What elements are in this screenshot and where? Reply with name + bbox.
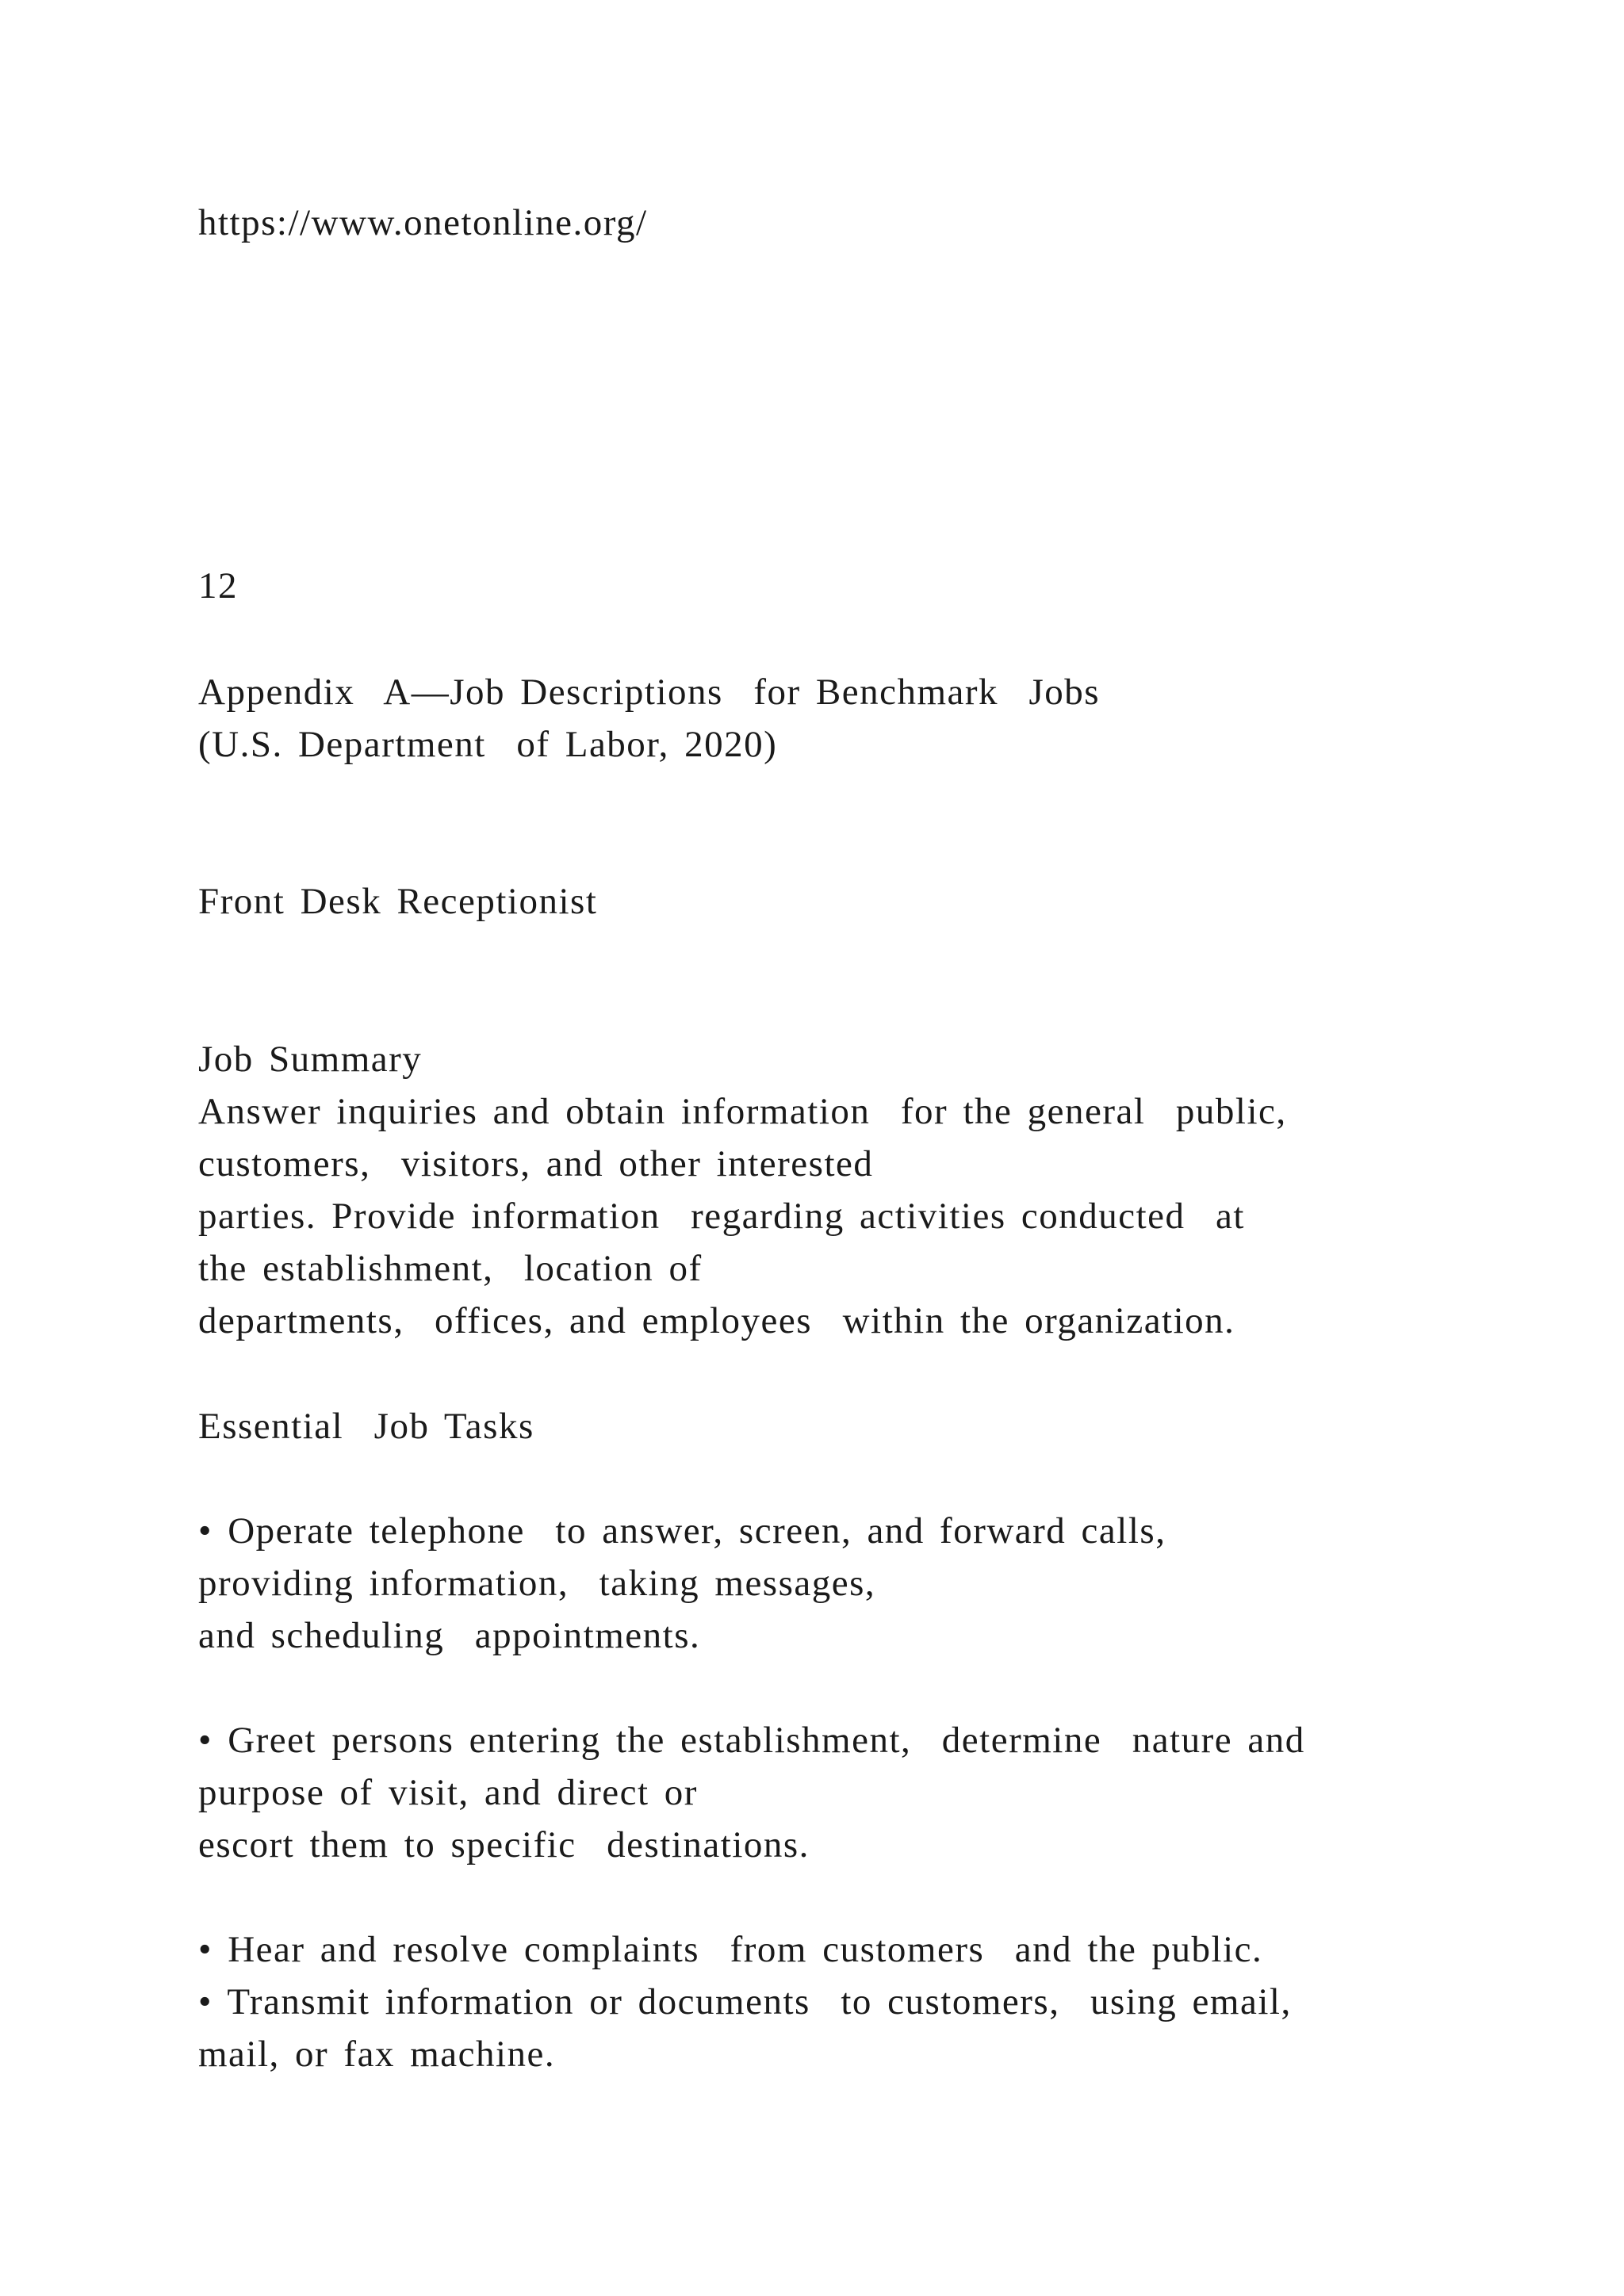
task-4-line-2: mail, or fax machine.	[198, 2034, 556, 2075]
appendix-title-line-1: Appendix A—Job Descriptions for Benchmark Jobs	[198, 672, 1101, 713]
task-2-line-2: purpose of visit, and direct or	[198, 1772, 698, 1813]
task-2-line-3: escort them to specific destinations.	[198, 1824, 810, 1866]
summary-line-1: Answer inquiries and obtain information for the general public,	[198, 1091, 1287, 1132]
source-url: https://www.onetonline.org/	[198, 202, 648, 243]
task-4-line-1: • Transmit information or documents to customers, using email,	[198, 1981, 1292, 2022]
page-number: 12	[198, 565, 238, 607]
summary-line-5: departments, offices, and employees within the organization.	[198, 1300, 1235, 1341]
tasks-heading: Essential Job Tasks	[198, 1406, 534, 1447]
summary-heading: Job Summary	[198, 1039, 423, 1080]
task-1-line-1: • Operate telephone to answer, screen, and forward calls,	[198, 1510, 1166, 1552]
appendix-title-line-2: (U.S. Department of Labor, 2020)	[198, 724, 778, 765]
job-title: Front Desk Receptionist	[198, 881, 598, 922]
summary-line-3: parties. Provide information regarding activities conducted at	[198, 1196, 1245, 1237]
summary-line-2: customers, visitors, and other interested	[198, 1143, 874, 1184]
task-3-line-1: • Hear and resolve complaints from customers and the public.	[198, 1929, 1263, 1970]
task-2-line-1: • Greet persons entering the establishment, determine nature and	[198, 1720, 1305, 1761]
task-1-line-3: and scheduling appointments.	[198, 1615, 701, 1656]
summary-line-4: the establishment, location of	[198, 1248, 703, 1289]
task-1-line-2: providing information, taking messages,	[198, 1563, 876, 1604]
